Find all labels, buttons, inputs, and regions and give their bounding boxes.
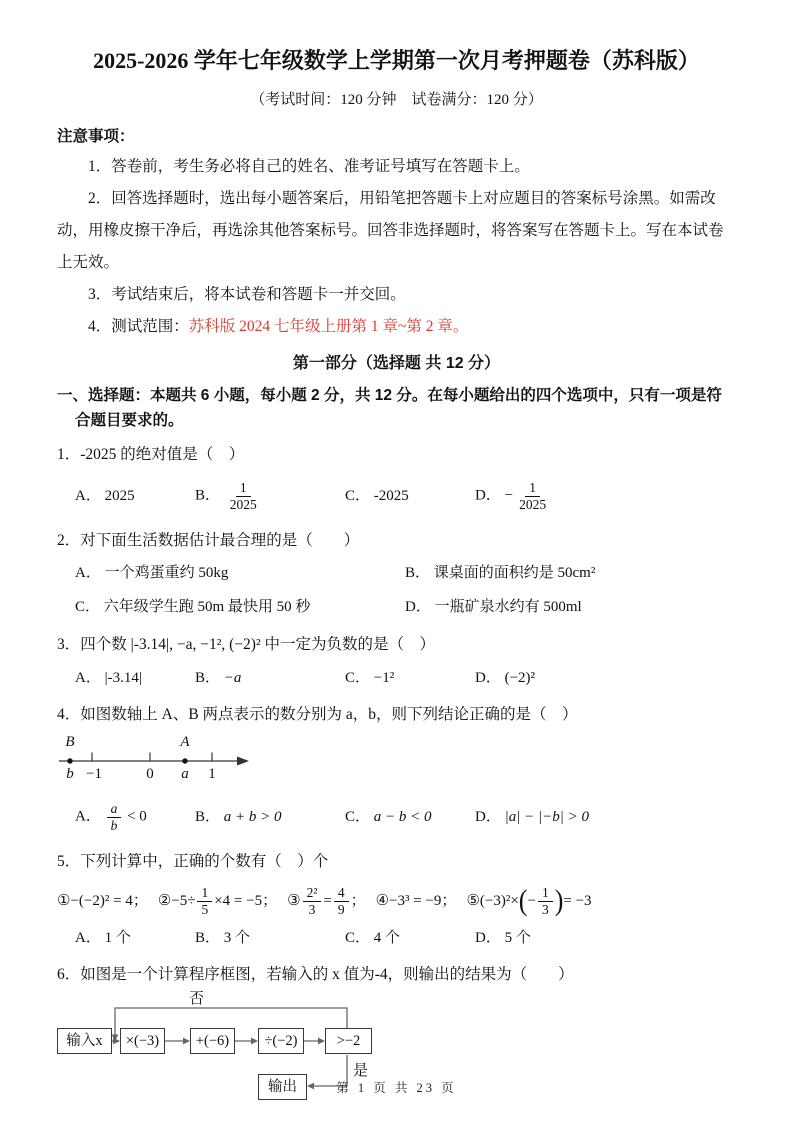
tick-0-label: 0	[146, 766, 154, 782]
q2-option-c: C． 六年级学生跑 50m 最快用 50 秒	[75, 599, 311, 615]
q5-option-a: A． 1 个	[75, 930, 131, 947]
value-b-label: b	[66, 766, 74, 782]
question-1-options	[75, 473, 736, 519]
q5-expr-3: ③ $\frac{\text{2²}}{3}$ = $\frac{4}{9}$ ；	[287, 885, 366, 917]
q2-option-b: B． 课桌面的面积约是 50cm²	[405, 565, 596, 581]
notice-item-2: 2．回答选择题时，选出每小题答案后，用铅笔把答题卡上对应题目的答案标号涂黑。如需改动，用橡皮擦干净后，再选涂其他答案标号。回答非选择题时，将答案写在答题卡上。写在本试卷上无效。	[57, 190, 724, 271]
page-number: 第 1 页 共 23 页	[336, 1081, 457, 1095]
q1-option-b: B． $\frac{1}{2025}$	[195, 479, 257, 512]
question-4-stem: 4．如图数轴上 A、B 两点表示的数分别为 a，b，则下列结论正确的是（ ）	[57, 706, 578, 723]
notice-item-4-prefix: 4．测试范围：	[88, 318, 189, 335]
notices-heading: 注意事项：	[57, 128, 135, 145]
notice-item-4-scope: 苏科版 2024 七年级上册第 1 章~第 2 章。	[188, 318, 469, 335]
question-2-options-row1	[75, 557, 736, 589]
tick-neg1-label: −1	[86, 766, 102, 782]
flow-add-box: +(−6)	[190, 1028, 235, 1054]
flow-multiply-box: ×(−3)	[120, 1028, 165, 1054]
question-1-stem: 1．-2025 的绝对值是（ ）	[57, 446, 245, 463]
q3-option-c: C． −1²	[345, 670, 395, 686]
q5-expr-4: ④−3³ = −9；	[375, 892, 457, 909]
flow-input-box: 输入x	[57, 1028, 112, 1054]
section1-intro: 一、选择题：本题共 6 小题，每小题 2 分，共 12 分。在每小题给出的四个选项中，只有一项是符合题目要求的。	[57, 387, 722, 429]
question-2-stem: 2．对下面生活数据估计最合理的是（ ）	[57, 532, 360, 549]
question-3-options	[75, 663, 736, 693]
part1-heading: 第一部分（选择题 共 12 分）	[292, 355, 501, 372]
notice-item-3: 3．考试结束后，将本试卷和答题卡一并交回。	[88, 286, 406, 303]
q3-option-b: B． −a	[195, 670, 242, 686]
q4-option-d: D． |a| − |−b| > 0	[475, 809, 589, 825]
point-b-label: B	[65, 734, 75, 750]
question-3-stem: 3．四个数 |-3.14|, −a, −1², (−2)² 中一定为负数的是（ ）	[57, 636, 435, 653]
q5-option-b: B． 3 个	[195, 930, 251, 947]
q5-expr-2: ②−5÷ $\frac{1}{5}$ ×4 = −5；	[157, 885, 278, 917]
question-6-stem: 6．如图是一个计算程序框图，若输入的 x 值为-4，则输出的结果为（ ）	[57, 966, 574, 984]
q3-option-a: A． |-3.14|	[75, 670, 142, 686]
q1-option-d: D． − $\frac{1}{2025}$	[475, 479, 547, 512]
question-5-expressions	[57, 885, 736, 917]
axis-arrow-icon	[237, 757, 249, 766]
tick-1-label: 1	[208, 766, 216, 782]
q4-option-b: B． a + b > 0	[195, 809, 282, 825]
q3-option-d: D． (−2)²	[475, 670, 536, 686]
q5-expr-1: ①−(−2)² = 4；	[57, 892, 148, 909]
point-b-dot	[67, 758, 72, 763]
q4-option-a: A． $\frac{a}{b}$ < 0	[75, 800, 147, 833]
flow-yes-label: 是	[353, 1063, 369, 1080]
flow-no-label: 否	[189, 991, 205, 1008]
question-4-options	[75, 794, 736, 840]
q5-expr-5: ⑤(−3)²× ( − $\frac{1}{3}$ ) = −3	[466, 883, 592, 918]
flow-condition-box: >−2	[325, 1028, 372, 1054]
q1-option-a: A． 2025	[75, 488, 135, 504]
flow-divide-box: ÷(−2)	[258, 1028, 304, 1054]
question-2-options-row2	[75, 591, 736, 623]
exam-meta: （考试时间：120 分钟 试卷满分：120 分）	[250, 92, 543, 108]
page-title: 2025-2026 学年七年级数学上学期第一次月考押题卷（苏科版）	[93, 48, 700, 73]
point-a-label: A	[180, 734, 190, 750]
question-5-stem: 5．下列计算中，正确的个数有（ ）个	[57, 853, 329, 870]
notice-item-1: 1．答卷前，考生务必将自己的姓名、准考证号填写在答题卡上。	[88, 158, 530, 175]
q5-option-c: C． 4 个	[345, 930, 401, 947]
point-a-dot	[182, 758, 187, 763]
flow-output-box: 输出	[258, 1074, 307, 1100]
notice-item-4	[57, 311, 736, 343]
question-5-options	[75, 923, 736, 953]
q4-option-c: C． a − b < 0	[345, 809, 432, 825]
q2-option-a: A． 一个鸡蛋重约 50kg	[75, 565, 229, 581]
q2-option-d: D． 一瓶矿泉水约有 500ml	[405, 599, 582, 615]
q5-option-d: D． 5 个	[475, 930, 531, 947]
number-line-figure	[57, 731, 736, 790]
value-a-label: a	[181, 766, 189, 782]
q1-option-c: C． -2025	[345, 488, 409, 504]
